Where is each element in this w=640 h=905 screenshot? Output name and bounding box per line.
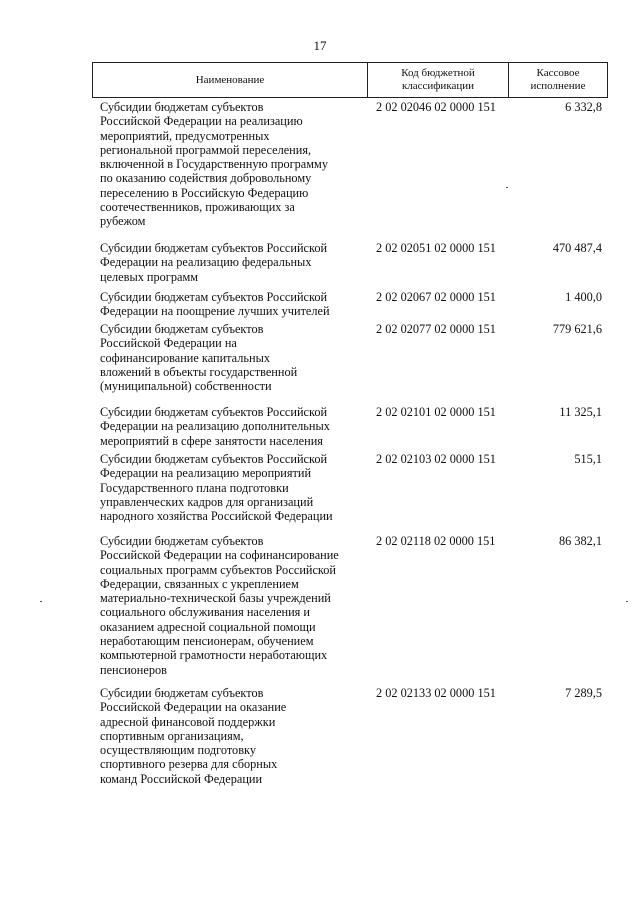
row-name-line: материально-технической базы учреждений <box>100 591 331 606</box>
row-value: 1 400,0 <box>565 290 602 304</box>
row-name-line: осуществляющим подготовку <box>100 743 256 758</box>
row-name-line: Субсидии бюджетам субъектов Российской <box>100 290 328 304</box>
row-code: 2 02 02067 02 0000 151 <box>376 290 496 304</box>
row-name-line: целевых программ <box>100 269 199 284</box>
row-name <box>100 322 372 393</box>
header-exec-column <box>509 63 607 97</box>
row-code: 2 02 02046 02 0000 151 <box>376 100 496 114</box>
row-code: 2 02 02103 02 0000 151 <box>376 452 496 466</box>
row-name-line: (муниципальной) собственности <box>100 379 272 394</box>
row-name-line: Субсидии бюджетам субъектов Российской <box>100 241 328 255</box>
row-name-line: по оказанию содействия добровольному <box>100 171 312 186</box>
row-code: 2 02 02101 02 0000 151 <box>376 405 496 419</box>
row-name-line: Федерации, связанных с укреплением <box>100 576 299 591</box>
row-name-line: управленческих кадров для организаций <box>100 494 314 509</box>
row-name-line: Российской Федерации на реализацию <box>100 114 303 129</box>
row-name-line: Федерации на реализацию федеральных <box>100 255 312 270</box>
row-name-line: Федерации на реализацию мероприятий <box>100 466 312 481</box>
table-row <box>100 100 608 229</box>
scan-speck <box>506 187 508 188</box>
row-value: 11 325,1 <box>559 405 602 419</box>
row-value: 7 289,5 <box>565 686 602 700</box>
row-name-line: Субсидии бюджетам субъектов Российской <box>100 405 328 419</box>
row-name <box>100 241 372 284</box>
row-name <box>100 405 372 448</box>
table-row <box>100 241 608 284</box>
row-name-line: мероприятий в сфере занятости населения <box>100 433 323 448</box>
row-name-line: Российской Федерации на софинансирование <box>100 548 339 563</box>
row-name-line: мероприятий, предусмотренных <box>100 128 270 143</box>
scan-speck <box>40 601 42 602</box>
row-name-line: народного хозяйства Российской Федерации <box>100 509 333 524</box>
header-exec-label: Кассовое исполнение <box>530 67 586 92</box>
row-name <box>100 290 372 319</box>
row-name-line: команд Российской Федерации <box>100 771 263 786</box>
table-row <box>100 322 608 393</box>
table-row <box>100 290 608 319</box>
row-name-line: оказанием адресной социальной помощи <box>100 619 316 634</box>
table-row <box>100 534 608 677</box>
row-code: 2 02 02051 02 0000 151 <box>376 241 496 255</box>
row-name-line: вложений в объекты государственной <box>100 364 298 379</box>
row-name-line: Федерации на реализацию дополнительных <box>100 419 330 434</box>
row-value: 6 332,8 <box>565 100 602 114</box>
row-name-line: Субсидии бюджетам субъектов <box>100 322 264 336</box>
row-name <box>100 100 372 229</box>
row-value: 515,1 <box>574 452 602 466</box>
table-row <box>100 686 608 786</box>
table-header <box>92 62 608 98</box>
row-name-line: пенсионеров <box>100 662 167 677</box>
row-name-line: соотечественников, проживающих за <box>100 200 295 215</box>
row-name-line: адресной финансовой поддержки <box>100 714 276 729</box>
row-name-line: Субсидии бюджетам субъектов Российской <box>100 452 328 466</box>
header-code-column <box>368 63 509 97</box>
row-name <box>100 686 372 786</box>
row-value: 470 487,4 <box>552 241 602 255</box>
row-code: 2 02 02118 02 0000 151 <box>376 534 496 548</box>
row-name <box>100 452 372 523</box>
row-name-line: Российской Федерации на оказание <box>100 700 287 715</box>
row-name-line: спортивного резерва для сборных <box>100 757 278 772</box>
table-row <box>100 452 608 523</box>
row-name-line: социальных программ субъектов Российской <box>100 562 337 577</box>
row-name-line: неработающим пенсионерам, обучением <box>100 634 314 649</box>
row-name-line: спортивным организациям, <box>100 728 244 743</box>
row-name-line: компьютерной грамотности неработающих <box>100 648 328 663</box>
row-name <box>100 534 372 677</box>
row-name-line: Субсидии бюджетам субъектов <box>100 686 264 700</box>
row-value: 779 621,6 <box>552 322 602 336</box>
row-name-line: софинансирование капитальных <box>100 350 270 365</box>
row-name-line: переселению в Российскую Федерацию <box>100 185 309 200</box>
row-name-line: Субсидии бюджетам субъектов <box>100 534 264 548</box>
table-row <box>100 405 608 448</box>
header-name-column: Наименование <box>93 63 368 97</box>
row-name-line: Субсидии бюджетам субъектов <box>100 100 264 114</box>
row-name-line: региональной программой переселения, <box>100 142 312 157</box>
row-code: 2 02 02077 02 0000 151 <box>376 322 496 336</box>
row-name-line: социального обслуживания населения и <box>100 605 310 620</box>
header-code-label: Код бюджетной классификации <box>401 67 475 92</box>
row-name-line: Федерации на поощрение лучших учителей <box>100 304 330 319</box>
row-value: 86 382,1 <box>558 534 602 548</box>
page-number: 17 <box>313 38 327 53</box>
row-name-line: рубежом <box>100 214 146 229</box>
row-name-line: Государственного плана подготовки <box>100 480 289 495</box>
row-code: 2 02 02133 02 0000 151 <box>376 686 496 700</box>
row-name-line: включенной в Государственную программу <box>100 157 328 172</box>
scan-speck <box>626 601 628 602</box>
row-name-line: Российской Федерации на <box>100 336 237 351</box>
